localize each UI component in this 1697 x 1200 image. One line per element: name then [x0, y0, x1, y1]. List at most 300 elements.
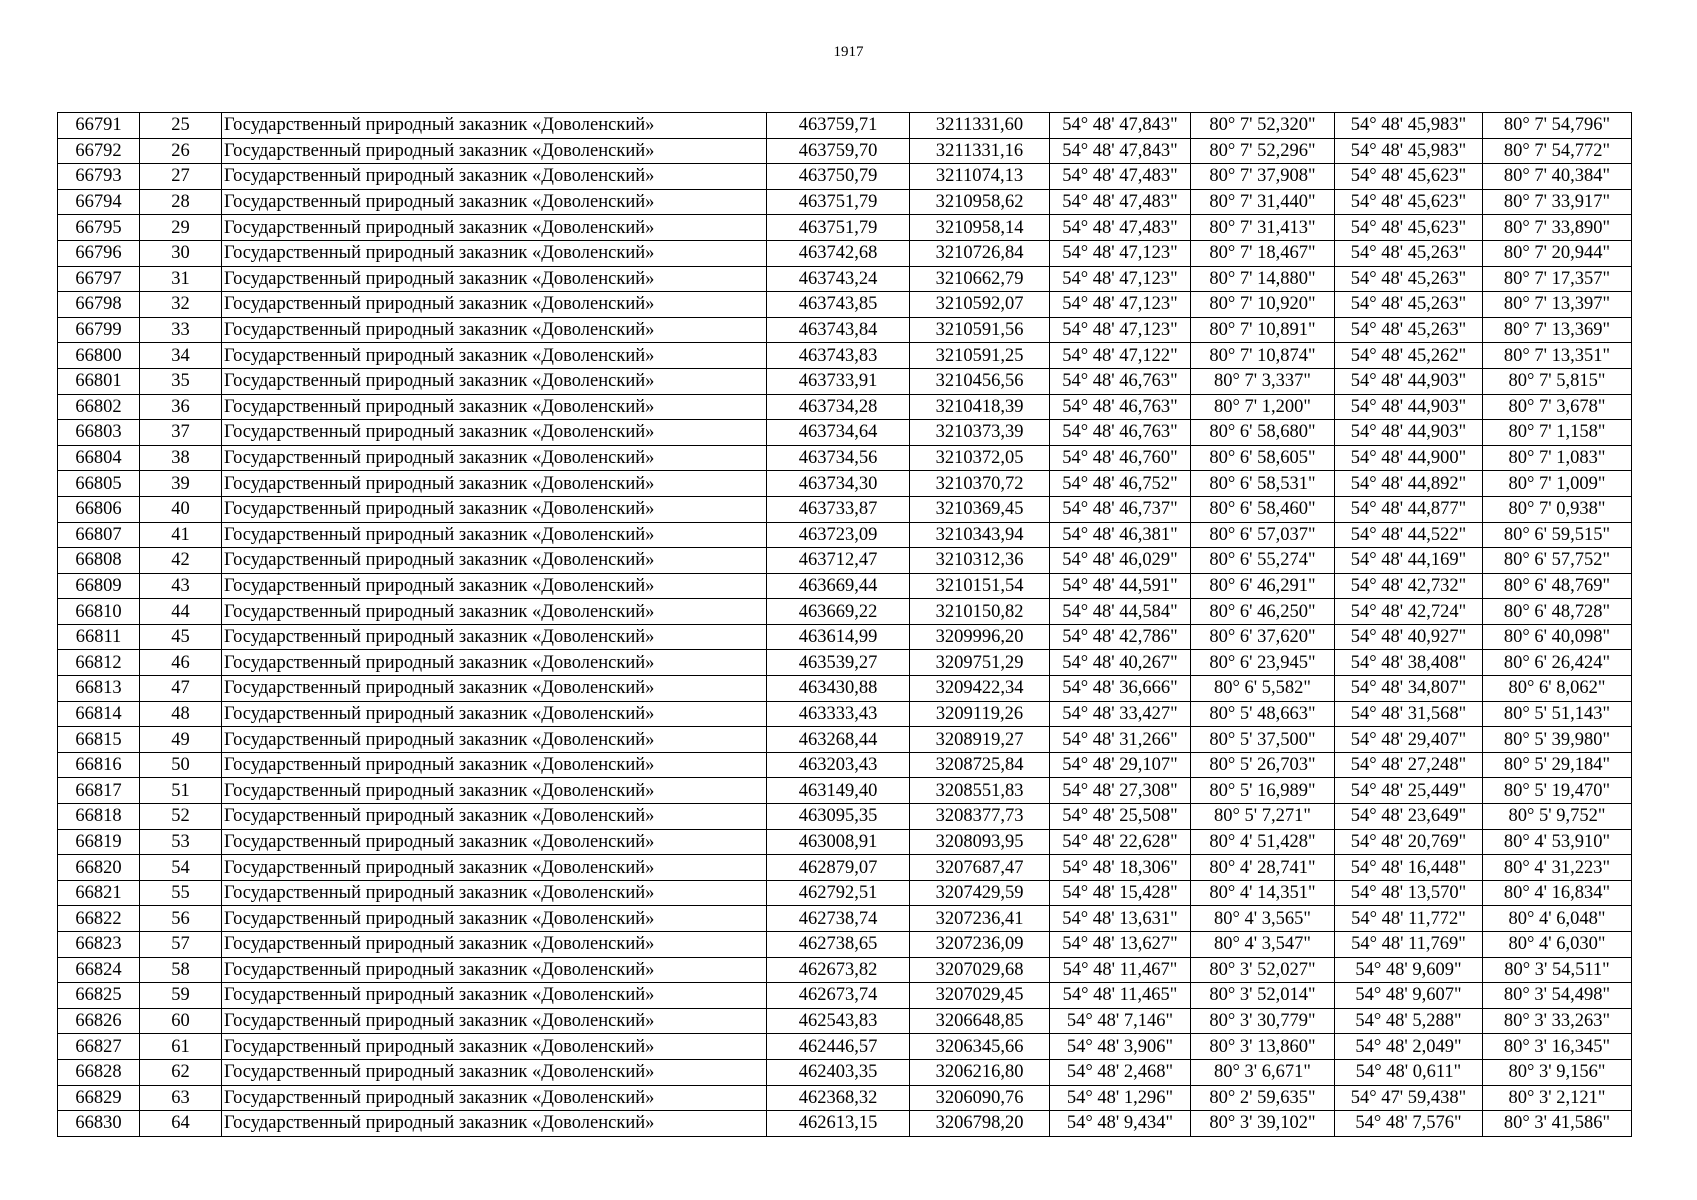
longitude-2-cell: 80° 7' 13,369"	[1483, 317, 1632, 343]
point-number-cell: 42	[140, 548, 222, 574]
y-coordinate-cell: 3207029,68	[910, 957, 1050, 983]
x-coordinate-cell: 462673,82	[767, 957, 910, 983]
longitude-1-cell: 80° 3' 52,027"	[1191, 957, 1335, 983]
object-name-cell: Государственный природный заказник «Доволенский»	[222, 138, 767, 164]
latitude-2-cell: 54° 48' 23,649"	[1335, 804, 1483, 830]
longitude-2-cell: 80° 7' 13,397"	[1483, 292, 1632, 318]
latitude-1-cell: 54° 48' 36,666"	[1050, 676, 1191, 702]
record-id-cell: 66798	[58, 292, 140, 318]
point-number-cell: 31	[140, 266, 222, 292]
record-id-cell: 66824	[58, 957, 140, 983]
latitude-2-cell: 54° 48' 45,262"	[1335, 343, 1483, 369]
point-number-cell: 34	[140, 343, 222, 369]
x-coordinate-cell: 462673,74	[767, 983, 910, 1009]
point-number-cell: 44	[140, 599, 222, 625]
latitude-1-cell: 54° 48' 31,266"	[1050, 727, 1191, 753]
record-id-cell: 66826	[58, 1008, 140, 1034]
y-coordinate-cell: 3210591,56	[910, 317, 1050, 343]
y-coordinate-cell: 3210591,25	[910, 343, 1050, 369]
y-coordinate-cell: 3209119,26	[910, 701, 1050, 727]
point-number-cell: 40	[140, 496, 222, 522]
x-coordinate-cell: 463203,43	[767, 752, 910, 778]
longitude-1-cell: 80° 6' 5,582"	[1191, 676, 1335, 702]
longitude-2-cell: 80° 7' 1,009"	[1483, 471, 1632, 497]
x-coordinate-cell: 463669,22	[767, 599, 910, 625]
record-id-cell: 66830	[58, 1111, 140, 1137]
record-id-cell: 66804	[58, 445, 140, 471]
longitude-2-cell: 80° 7' 20,944"	[1483, 240, 1632, 266]
latitude-1-cell: 54° 48' 11,467"	[1050, 957, 1191, 983]
table-row	[58, 829, 1632, 855]
y-coordinate-cell: 3210312,36	[910, 548, 1050, 574]
latitude-2-cell: 54° 48' 31,568"	[1335, 701, 1483, 727]
latitude-1-cell: 54° 48' 47,123"	[1050, 317, 1191, 343]
point-number-cell: 50	[140, 752, 222, 778]
table-row	[58, 727, 1632, 753]
latitude-1-cell: 54° 48' 47,123"	[1050, 292, 1191, 318]
y-coordinate-cell: 3210150,82	[910, 599, 1050, 625]
object-name-cell: Государственный природный заказник «Доволенский»	[222, 573, 767, 599]
longitude-2-cell: 80° 7' 17,357"	[1483, 266, 1632, 292]
point-number-cell: 26	[140, 138, 222, 164]
longitude-1-cell: 80° 4' 28,741"	[1191, 855, 1335, 881]
point-number-cell: 48	[140, 701, 222, 727]
table-row	[58, 957, 1632, 983]
table-row	[58, 599, 1632, 625]
table-row	[58, 804, 1632, 830]
object-name-cell: Государственный природный заказник «Доволенский»	[222, 829, 767, 855]
object-name-cell: Государственный природный заказник «Доволенский»	[222, 368, 767, 394]
record-id-cell: 66797	[58, 266, 140, 292]
longitude-1-cell: 80° 3' 52,014"	[1191, 983, 1335, 1009]
x-coordinate-cell: 463723,09	[767, 522, 910, 548]
longitude-2-cell: 80° 7' 54,772"	[1483, 138, 1632, 164]
point-number-cell: 62	[140, 1059, 222, 1085]
latitude-1-cell: 54° 48' 46,763"	[1050, 394, 1191, 420]
latitude-1-cell: 54° 48' 18,306"	[1050, 855, 1191, 881]
object-name-cell: Государственный природный заказник «Доволенский»	[222, 548, 767, 574]
object-name-cell: Государственный природный заказник «Доволенский»	[222, 292, 767, 318]
point-number-cell: 64	[140, 1111, 222, 1137]
table-row	[58, 1008, 1632, 1034]
x-coordinate-cell: 462613,15	[767, 1111, 910, 1137]
table-row	[58, 113, 1632, 139]
record-id-cell: 66823	[58, 932, 140, 958]
latitude-1-cell: 54° 48' 44,591"	[1050, 573, 1191, 599]
table-row	[58, 548, 1632, 574]
latitude-1-cell: 54° 48' 13,631"	[1050, 906, 1191, 932]
x-coordinate-cell: 463149,40	[767, 778, 910, 804]
point-number-cell: 49	[140, 727, 222, 753]
record-id-cell: 66816	[58, 752, 140, 778]
record-id-cell: 66818	[58, 804, 140, 830]
object-name-cell: Государственный природный заказник «Доволенский»	[222, 624, 767, 650]
record-id-cell: 66825	[58, 983, 140, 1009]
longitude-1-cell: 80° 7' 10,891"	[1191, 317, 1335, 343]
latitude-1-cell: 54° 48' 7,146"	[1050, 1008, 1191, 1034]
latitude-1-cell: 54° 48' 47,483"	[1050, 189, 1191, 215]
point-number-cell: 28	[140, 189, 222, 215]
longitude-2-cell: 80° 7' 33,890"	[1483, 215, 1632, 241]
object-name-cell: Государственный природный заказник «Доволенский»	[222, 957, 767, 983]
y-coordinate-cell: 3208725,84	[910, 752, 1050, 778]
table-row	[58, 164, 1632, 190]
latitude-1-cell: 54° 48' 47,123"	[1050, 266, 1191, 292]
object-name-cell: Государственный природный заказник «Доволенский»	[222, 727, 767, 753]
y-coordinate-cell: 3208377,73	[910, 804, 1050, 830]
longitude-2-cell: 80° 4' 31,223"	[1483, 855, 1632, 881]
y-coordinate-cell: 3206216,80	[910, 1059, 1050, 1085]
table-row	[58, 1111, 1632, 1137]
latitude-1-cell: 54° 48' 1,296"	[1050, 1085, 1191, 1111]
latitude-1-cell: 54° 48' 22,628"	[1050, 829, 1191, 855]
table-row	[58, 138, 1632, 164]
object-name-cell: Государственный природный заказник «Доволенский»	[222, 1059, 767, 1085]
y-coordinate-cell: 3210726,84	[910, 240, 1050, 266]
latitude-1-cell: 54° 48' 29,107"	[1050, 752, 1191, 778]
record-id-cell: 66791	[58, 113, 140, 139]
latitude-2-cell: 54° 48' 45,983"	[1335, 138, 1483, 164]
longitude-2-cell: 80° 4' 6,030"	[1483, 932, 1632, 958]
longitude-1-cell: 80° 3' 30,779"	[1191, 1008, 1335, 1034]
longitude-2-cell: 80° 7' 5,815"	[1483, 368, 1632, 394]
object-name-cell: Государственный природный заказник «Доволенский»	[222, 1111, 767, 1137]
longitude-2-cell: 80° 5' 19,470"	[1483, 778, 1632, 804]
y-coordinate-cell: 3206345,66	[910, 1034, 1050, 1060]
latitude-1-cell: 54° 48' 11,465"	[1050, 983, 1191, 1009]
longitude-2-cell: 80° 7' 54,796"	[1483, 113, 1632, 139]
latitude-1-cell: 54° 48' 3,906"	[1050, 1034, 1191, 1060]
record-id-cell: 66812	[58, 650, 140, 676]
x-coordinate-cell: 463268,44	[767, 727, 910, 753]
record-id-cell: 66811	[58, 624, 140, 650]
longitude-2-cell: 80° 6' 48,728"	[1483, 599, 1632, 625]
latitude-1-cell: 54° 48' 40,267"	[1050, 650, 1191, 676]
x-coordinate-cell: 463008,91	[767, 829, 910, 855]
point-number-cell: 54	[140, 855, 222, 881]
object-name-cell: Государственный природный заказник «Доволенский»	[222, 676, 767, 702]
point-number-cell: 59	[140, 983, 222, 1009]
latitude-2-cell: 54° 48' 45,983"	[1335, 113, 1483, 139]
latitude-2-cell: 54° 48' 20,769"	[1335, 829, 1483, 855]
point-number-cell: 63	[140, 1085, 222, 1111]
x-coordinate-cell: 462543,83	[767, 1008, 910, 1034]
longitude-2-cell: 80° 5' 9,752"	[1483, 804, 1632, 830]
longitude-1-cell: 80° 7' 18,467"	[1191, 240, 1335, 266]
table-row	[58, 573, 1632, 599]
y-coordinate-cell: 3210373,39	[910, 420, 1050, 446]
table-row	[58, 368, 1632, 394]
point-number-cell: 53	[140, 829, 222, 855]
x-coordinate-cell: 463712,47	[767, 548, 910, 574]
longitude-2-cell: 80° 6' 59,515"	[1483, 522, 1632, 548]
object-name-cell: Государственный природный заказник «Доволенский»	[222, 752, 767, 778]
x-coordinate-cell: 463743,85	[767, 292, 910, 318]
point-number-cell: 37	[140, 420, 222, 446]
latitude-1-cell: 54° 48' 46,763"	[1050, 420, 1191, 446]
longitude-2-cell: 80° 3' 33,263"	[1483, 1008, 1632, 1034]
latitude-2-cell: 54° 48' 7,576"	[1335, 1111, 1483, 1137]
x-coordinate-cell: 463742,68	[767, 240, 910, 266]
longitude-2-cell: 80° 4' 16,834"	[1483, 880, 1632, 906]
table-row	[58, 317, 1632, 343]
longitude-1-cell: 80° 7' 10,920"	[1191, 292, 1335, 318]
object-name-cell: Государственный природный заказник «Доволенский»	[222, 240, 767, 266]
object-name-cell: Государственный природный заказник «Доволенский»	[222, 266, 767, 292]
record-id-cell: 66806	[58, 496, 140, 522]
y-coordinate-cell: 3209751,29	[910, 650, 1050, 676]
x-coordinate-cell: 463743,24	[767, 266, 910, 292]
y-coordinate-cell: 3207236,09	[910, 932, 1050, 958]
latitude-2-cell: 54° 48' 45,263"	[1335, 292, 1483, 318]
x-coordinate-cell: 463734,28	[767, 394, 910, 420]
latitude-2-cell: 54° 48' 45,263"	[1335, 317, 1483, 343]
table-row	[58, 496, 1632, 522]
y-coordinate-cell: 3207236,41	[910, 906, 1050, 932]
longitude-1-cell: 80° 5' 48,663"	[1191, 701, 1335, 727]
latitude-2-cell: 54° 48' 44,169"	[1335, 548, 1483, 574]
latitude-2-cell: 54° 48' 44,522"	[1335, 522, 1483, 548]
y-coordinate-cell: 3211331,16	[910, 138, 1050, 164]
longitude-1-cell: 80° 7' 31,413"	[1191, 215, 1335, 241]
table-row	[58, 855, 1632, 881]
record-id-cell: 66821	[58, 880, 140, 906]
table-row	[58, 240, 1632, 266]
latitude-1-cell: 54° 48' 46,760"	[1050, 445, 1191, 471]
x-coordinate-cell: 462368,32	[767, 1085, 910, 1111]
point-number-cell: 57	[140, 932, 222, 958]
point-number-cell: 45	[140, 624, 222, 650]
point-number-cell: 30	[140, 240, 222, 266]
point-number-cell: 60	[140, 1008, 222, 1034]
longitude-1-cell: 80° 7' 31,440"	[1191, 189, 1335, 215]
latitude-1-cell: 54° 48' 46,029"	[1050, 548, 1191, 574]
record-id-cell: 66807	[58, 522, 140, 548]
latitude-2-cell: 54° 48' 29,407"	[1335, 727, 1483, 753]
object-name-cell: Государственный природный заказник «Доволенский»	[222, 522, 767, 548]
longitude-1-cell: 80° 5' 26,703"	[1191, 752, 1335, 778]
y-coordinate-cell: 3210343,94	[910, 522, 1050, 548]
x-coordinate-cell: 463751,79	[767, 189, 910, 215]
y-coordinate-cell: 3209996,20	[910, 624, 1050, 650]
record-id-cell: 66795	[58, 215, 140, 241]
record-id-cell: 66805	[58, 471, 140, 497]
record-id-cell: 66801	[58, 368, 140, 394]
longitude-1-cell: 80° 6' 58,531"	[1191, 471, 1335, 497]
latitude-1-cell: 54° 48' 46,763"	[1050, 368, 1191, 394]
point-number-cell: 52	[140, 804, 222, 830]
latitude-1-cell: 54° 48' 47,122"	[1050, 343, 1191, 369]
latitude-2-cell: 54° 48' 25,449"	[1335, 778, 1483, 804]
x-coordinate-cell: 463733,91	[767, 368, 910, 394]
longitude-1-cell: 80° 6' 55,274"	[1191, 548, 1335, 574]
table-row	[58, 394, 1632, 420]
longitude-1-cell: 80° 7' 52,296"	[1191, 138, 1335, 164]
longitude-1-cell: 80° 4' 3,547"	[1191, 932, 1335, 958]
longitude-2-cell: 80° 3' 16,345"	[1483, 1034, 1632, 1060]
point-number-cell: 29	[140, 215, 222, 241]
x-coordinate-cell: 463734,56	[767, 445, 910, 471]
y-coordinate-cell: 3206798,20	[910, 1111, 1050, 1137]
record-id-cell: 66814	[58, 701, 140, 727]
latitude-1-cell: 54° 48' 44,584"	[1050, 599, 1191, 625]
x-coordinate-cell: 463733,87	[767, 496, 910, 522]
point-number-cell: 27	[140, 164, 222, 190]
latitude-2-cell: 54° 47' 59,438"	[1335, 1085, 1483, 1111]
table-row	[58, 189, 1632, 215]
latitude-1-cell: 54° 48' 2,468"	[1050, 1059, 1191, 1085]
x-coordinate-cell: 463750,79	[767, 164, 910, 190]
longitude-1-cell: 80° 7' 10,874"	[1191, 343, 1335, 369]
latitude-2-cell: 54° 48' 11,772"	[1335, 906, 1483, 932]
point-number-cell: 55	[140, 880, 222, 906]
x-coordinate-cell: 462738,74	[767, 906, 910, 932]
longitude-2-cell: 80° 7' 33,917"	[1483, 189, 1632, 215]
x-coordinate-cell: 462446,57	[767, 1034, 910, 1060]
point-number-cell: 25	[140, 113, 222, 139]
latitude-1-cell: 54° 48' 47,843"	[1050, 138, 1191, 164]
object-name-cell: Государственный природный заказник «Доволенский»	[222, 113, 767, 139]
longitude-2-cell: 80° 5' 39,980"	[1483, 727, 1632, 753]
latitude-1-cell: 54° 48' 46,737"	[1050, 496, 1191, 522]
object-name-cell: Государственный природный заказник «Доволенский»	[222, 189, 767, 215]
y-coordinate-cell: 3210151,54	[910, 573, 1050, 599]
page-number: 1917	[833, 44, 864, 60]
table-row	[58, 701, 1632, 727]
latitude-2-cell: 54° 48' 40,927"	[1335, 624, 1483, 650]
table-row	[58, 752, 1632, 778]
object-name-cell: Государственный природный заказник «Доволенский»	[222, 983, 767, 1009]
longitude-2-cell: 80° 7' 13,351"	[1483, 343, 1632, 369]
table-row	[58, 676, 1632, 702]
longitude-2-cell: 80° 6' 8,062"	[1483, 676, 1632, 702]
record-id-cell: 66808	[58, 548, 140, 574]
longitude-2-cell: 80° 5' 29,184"	[1483, 752, 1632, 778]
y-coordinate-cell: 3210958,62	[910, 189, 1050, 215]
point-number-cell: 36	[140, 394, 222, 420]
longitude-1-cell: 80° 5' 16,989"	[1191, 778, 1335, 804]
latitude-2-cell: 54° 48' 11,769"	[1335, 932, 1483, 958]
longitude-1-cell: 80° 4' 3,565"	[1191, 906, 1335, 932]
latitude-2-cell: 54° 48' 27,248"	[1335, 752, 1483, 778]
latitude-2-cell: 54° 48' 16,448"	[1335, 855, 1483, 881]
latitude-2-cell: 54° 48' 44,903"	[1335, 394, 1483, 420]
object-name-cell: Государственный природный заказник «Доволенский»	[222, 164, 767, 190]
point-number-cell: 61	[140, 1034, 222, 1060]
y-coordinate-cell: 3211074,13	[910, 164, 1050, 190]
longitude-2-cell: 80° 7' 40,384"	[1483, 164, 1632, 190]
longitude-2-cell: 80° 6' 57,752"	[1483, 548, 1632, 574]
table-row	[58, 471, 1632, 497]
longitude-1-cell: 80° 5' 37,500"	[1191, 727, 1335, 753]
point-number-cell: 38	[140, 445, 222, 471]
y-coordinate-cell: 3210958,14	[910, 215, 1050, 241]
point-number-cell: 33	[140, 317, 222, 343]
object-name-cell: Государственный природный заказник «Доволенский»	[222, 445, 767, 471]
record-id-cell: 66799	[58, 317, 140, 343]
record-id-cell: 66793	[58, 164, 140, 190]
longitude-2-cell: 80° 3' 9,156"	[1483, 1059, 1632, 1085]
longitude-1-cell: 80° 6' 58,460"	[1191, 496, 1335, 522]
latitude-2-cell: 54° 48' 13,570"	[1335, 880, 1483, 906]
table-row	[58, 983, 1632, 1009]
table-row	[58, 215, 1632, 241]
latitude-2-cell: 54° 48' 44,892"	[1335, 471, 1483, 497]
record-id-cell: 66820	[58, 855, 140, 881]
y-coordinate-cell: 3210372,05	[910, 445, 1050, 471]
longitude-2-cell: 80° 6' 40,098"	[1483, 624, 1632, 650]
longitude-1-cell: 80° 3' 6,671"	[1191, 1059, 1335, 1085]
record-id-cell: 66809	[58, 573, 140, 599]
y-coordinate-cell: 3210418,39	[910, 394, 1050, 420]
y-coordinate-cell: 3206090,76	[910, 1085, 1050, 1111]
record-id-cell: 66813	[58, 676, 140, 702]
record-id-cell: 66828	[58, 1059, 140, 1085]
point-number-cell: 39	[140, 471, 222, 497]
table-row	[58, 445, 1632, 471]
longitude-1-cell: 80° 3' 39,102"	[1191, 1111, 1335, 1137]
longitude-1-cell: 80° 6' 46,250"	[1191, 599, 1335, 625]
object-name-cell: Государственный природный заказник «Доволенский»	[222, 317, 767, 343]
table-row	[58, 343, 1632, 369]
latitude-2-cell: 54° 48' 44,903"	[1335, 420, 1483, 446]
latitude-1-cell: 54° 48' 46,381"	[1050, 522, 1191, 548]
latitude-2-cell: 54° 48' 45,623"	[1335, 215, 1483, 241]
longitude-1-cell: 80° 4' 14,351"	[1191, 880, 1335, 906]
object-name-cell: Государственный природный заказник «Доволенский»	[222, 394, 767, 420]
object-name-cell: Государственный природный заказник «Доволенский»	[222, 701, 767, 727]
record-id-cell: 66815	[58, 727, 140, 753]
x-coordinate-cell: 463333,43	[767, 701, 910, 727]
table-row	[58, 266, 1632, 292]
point-number-cell: 47	[140, 676, 222, 702]
point-number-cell: 43	[140, 573, 222, 599]
longitude-2-cell: 80° 3' 2,121"	[1483, 1085, 1632, 1111]
longitude-1-cell: 80° 7' 52,320"	[1191, 113, 1335, 139]
object-name-cell: Государственный природный заказник «Доволенский»	[222, 650, 767, 676]
table-row	[58, 932, 1632, 958]
x-coordinate-cell: 462738,65	[767, 932, 910, 958]
latitude-2-cell: 54° 48' 44,877"	[1335, 496, 1483, 522]
x-coordinate-cell: 463759,71	[767, 113, 910, 139]
x-coordinate-cell: 463669,44	[767, 573, 910, 599]
longitude-2-cell: 80° 7' 3,678"	[1483, 394, 1632, 420]
object-name-cell: Государственный природный заказник «Доволенский»	[222, 855, 767, 881]
latitude-1-cell: 54° 48' 13,627"	[1050, 932, 1191, 958]
x-coordinate-cell: 463743,84	[767, 317, 910, 343]
latitude-1-cell: 54° 48' 25,508"	[1050, 804, 1191, 830]
record-id-cell: 66829	[58, 1085, 140, 1111]
longitude-1-cell: 80° 6' 23,945"	[1191, 650, 1335, 676]
latitude-2-cell: 54° 48' 0,611"	[1335, 1059, 1483, 1085]
table-body	[58, 113, 1632, 1137]
x-coordinate-cell: 463614,99	[767, 624, 910, 650]
object-name-cell: Государственный природный заказник «Доволенский»	[222, 804, 767, 830]
y-coordinate-cell: 3210369,45	[910, 496, 1050, 522]
x-coordinate-cell: 462792,51	[767, 880, 910, 906]
longitude-2-cell: 80° 6' 48,769"	[1483, 573, 1632, 599]
object-name-cell: Государственный природный заказник «Доволенский»	[222, 420, 767, 446]
longitude-1-cell: 80° 6' 46,291"	[1191, 573, 1335, 599]
table-row	[58, 1085, 1632, 1111]
latitude-1-cell: 54° 48' 15,428"	[1050, 880, 1191, 906]
y-coordinate-cell: 3207687,47	[910, 855, 1050, 881]
coordinates-table	[57, 112, 1632, 1137]
longitude-2-cell: 80° 4' 53,910"	[1483, 829, 1632, 855]
latitude-1-cell: 54° 48' 27,308"	[1050, 778, 1191, 804]
object-name-cell: Государственный природный заказник «Доволенский»	[222, 1008, 767, 1034]
record-id-cell: 66796	[58, 240, 140, 266]
